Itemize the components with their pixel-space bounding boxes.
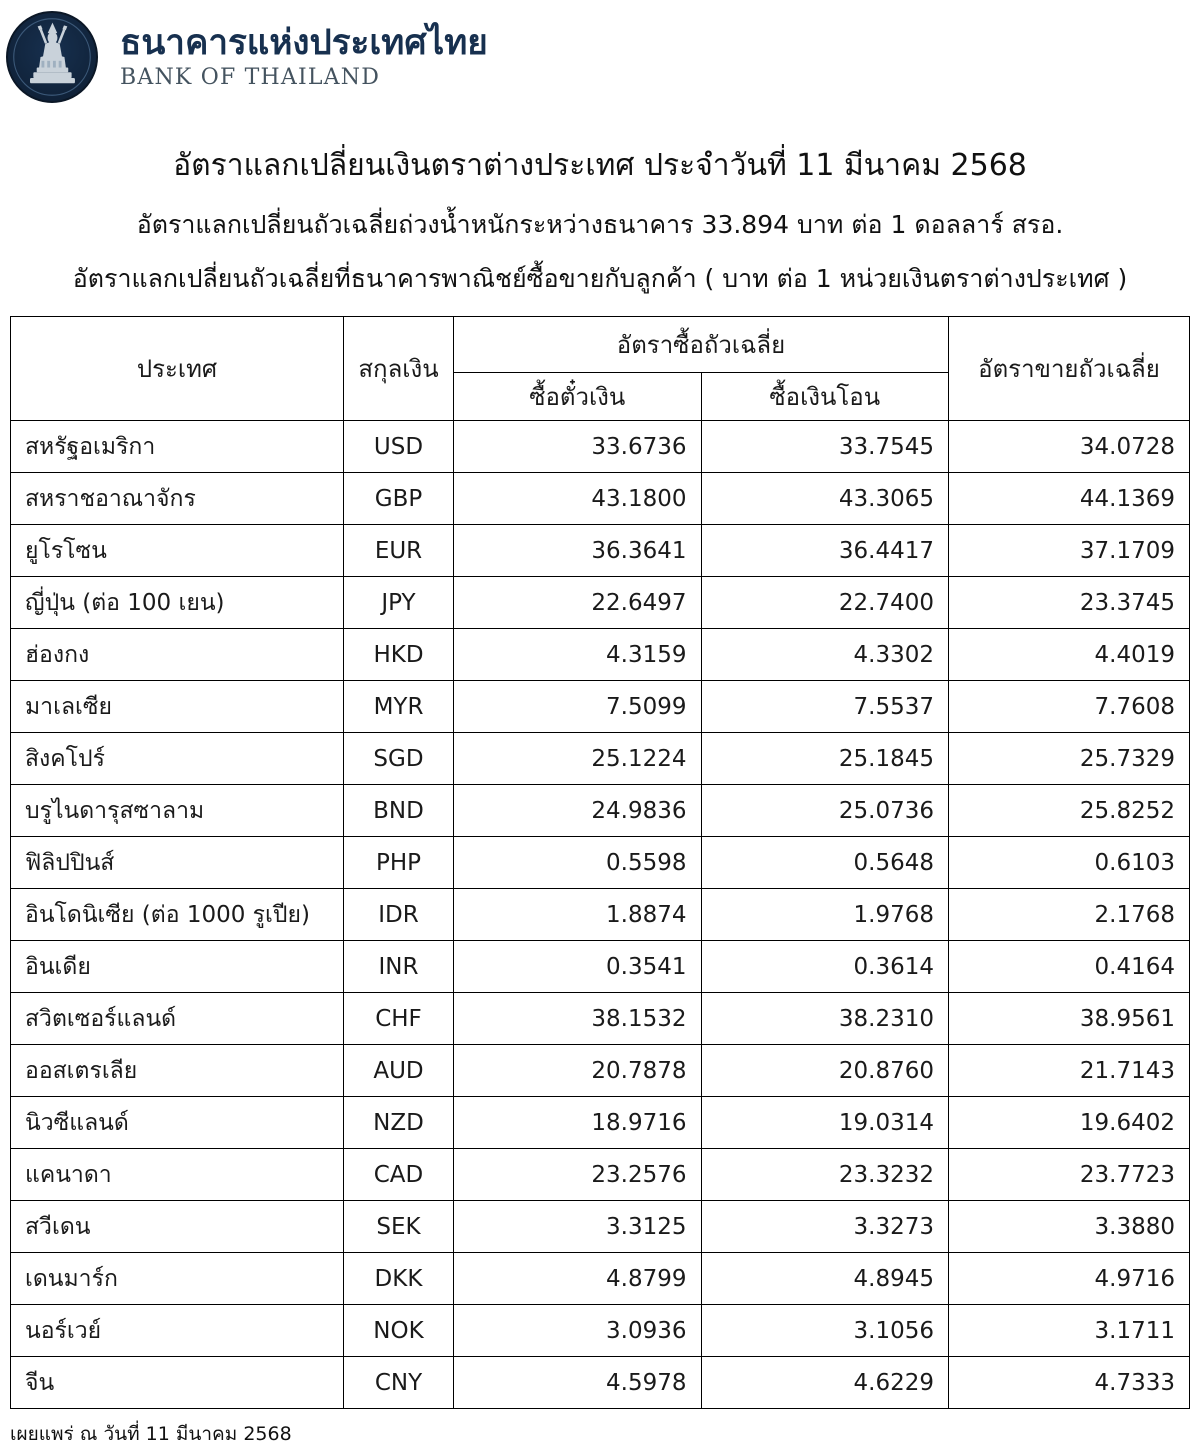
page-subtitle-interbank-rate: อัตราแลกเปลี่ยนถัวเฉลี่ยถ่วงน้ำหนักระหว่างธนาคาร 33.894 บาท ต่อ 1 ดอลลาร์ สรอ. bbox=[136, 210, 1064, 239]
cell-currency-code: NZD bbox=[344, 1097, 454, 1149]
cell-buying-transfer: 22.7400 bbox=[701, 577, 949, 629]
cell-country: อินโดนิเซีย (ต่อ 1000 รูเปีย) bbox=[11, 889, 344, 941]
table-row bbox=[11, 1305, 1190, 1357]
cell-buying-transfer: 4.6229 bbox=[701, 1357, 949, 1409]
table-row bbox=[11, 733, 1190, 785]
cell-selling: 21.7143 bbox=[949, 1045, 1190, 1097]
cell-selling: 23.7723 bbox=[949, 1149, 1190, 1201]
cell-selling: 44.1369 bbox=[949, 473, 1190, 525]
page-titles bbox=[0, 108, 1200, 299]
cell-buying-sight-bill: 18.9716 bbox=[454, 1097, 702, 1149]
cell-currency-code: SEK bbox=[344, 1201, 454, 1253]
table-header bbox=[11, 317, 1190, 421]
cell-buying-transfer: 1.9768 bbox=[701, 889, 949, 941]
cell-currency-code: CHF bbox=[344, 993, 454, 1045]
cell-selling: 0.4164 bbox=[949, 941, 1190, 993]
page-header bbox=[0, 0, 1200, 108]
cell-buying-sight-bill: 7.5099 bbox=[454, 681, 702, 733]
cell-selling: 37.1709 bbox=[949, 525, 1190, 577]
brand-name-english: BANK OF THAILAND bbox=[120, 64, 381, 90]
cell-currency-code: SGD bbox=[344, 733, 454, 785]
cell-country: มาเลเซีย bbox=[11, 681, 344, 733]
cell-buying-transfer: 20.8760 bbox=[701, 1045, 949, 1097]
column-header-buying-group: อัตราซื้อถัวเฉลี่ย bbox=[454, 317, 949, 373]
cell-currency-code: AUD bbox=[344, 1045, 454, 1097]
cell-buying-sight-bill: 1.8874 bbox=[454, 889, 702, 941]
column-header-currency: สกุลเงิน bbox=[344, 317, 454, 421]
cell-buying-transfer: 25.1845 bbox=[701, 733, 949, 785]
cell-buying-sight-bill: 0.5598 bbox=[454, 837, 702, 889]
exchange-rate-table bbox=[10, 316, 1190, 1409]
cell-buying-transfer: 36.4417 bbox=[701, 525, 949, 577]
cell-selling: 2.1768 bbox=[949, 889, 1190, 941]
page-title: อัตราแลกเปลี่ยนเงินตราต่างประเทศ ประจำวันที่ 11 มีนาคม 2568 bbox=[173, 148, 1027, 183]
cell-buying-transfer: 3.3273 bbox=[701, 1201, 949, 1253]
cell-country: จีน bbox=[11, 1357, 344, 1409]
cell-currency-code: EUR bbox=[344, 525, 454, 577]
cell-buying-transfer: 33.7545 bbox=[701, 421, 949, 473]
column-header-buying-sight-bill: ซื้อตั๋วเงิน bbox=[454, 373, 702, 421]
cell-country: สิงคโปร์ bbox=[11, 733, 344, 785]
table-row bbox=[11, 1201, 1190, 1253]
cell-currency-code: NOK bbox=[344, 1305, 454, 1357]
cell-country: ฟิลิปปินส์ bbox=[11, 837, 344, 889]
cell-buying-transfer: 25.0736 bbox=[701, 785, 949, 837]
cell-country: สหราชอาณาจักร bbox=[11, 473, 344, 525]
cell-currency-code: MYR bbox=[344, 681, 454, 733]
cell-country: นิวซีแลนด์ bbox=[11, 1097, 344, 1149]
cell-buying-transfer: 19.0314 bbox=[701, 1097, 949, 1149]
cell-buying-transfer: 0.5648 bbox=[701, 837, 949, 889]
cell-buying-sight-bill: 3.0936 bbox=[454, 1305, 702, 1357]
publication-date: เผยแพร่ ณ วันที่ 11 มีนาคม 2568 bbox=[10, 1423, 292, 1445]
page-subtitle-commercial-rate: อัตราแลกเปลี่ยนถัวเฉลี่ยที่ธนาคารพาณิชย์ซื้อขายกับลูกค้า ( บาท ต่อ 1 หน่วยเงินตราต่างประเทศ ) bbox=[72, 264, 1128, 293]
cell-buying-sight-bill: 3.3125 bbox=[454, 1201, 702, 1253]
table-row bbox=[11, 1097, 1190, 1149]
column-header-country: ประเทศ bbox=[11, 317, 344, 421]
brand-wordmark bbox=[120, 25, 488, 89]
cell-buying-transfer: 23.3232 bbox=[701, 1149, 949, 1201]
cell-country: เดนมาร์ก bbox=[11, 1253, 344, 1305]
cell-buying-sight-bill: 33.6736 bbox=[454, 421, 702, 473]
cell-selling: 34.0728 bbox=[949, 421, 1190, 473]
cell-buying-sight-bill: 23.2576 bbox=[454, 1149, 702, 1201]
cell-currency-code: BND bbox=[344, 785, 454, 837]
table-row bbox=[11, 837, 1190, 889]
cell-buying-sight-bill: 4.5978 bbox=[454, 1357, 702, 1409]
cell-buying-sight-bill: 25.1224 bbox=[454, 733, 702, 785]
table-body bbox=[11, 421, 1190, 1409]
cell-country: บรูไนดารุสซาลาม bbox=[11, 785, 344, 837]
cell-selling: 7.7608 bbox=[949, 681, 1190, 733]
table-row bbox=[11, 421, 1190, 473]
cell-buying-transfer: 4.3302 bbox=[701, 629, 949, 681]
cell-buying-sight-bill: 38.1532 bbox=[454, 993, 702, 1045]
cell-currency-code: DKK bbox=[344, 1253, 454, 1305]
table-row bbox=[11, 1045, 1190, 1097]
table-row bbox=[11, 577, 1190, 629]
cell-selling: 3.1711 bbox=[949, 1305, 1190, 1357]
cell-country: ฮ่องกง bbox=[11, 629, 344, 681]
table-row bbox=[11, 525, 1190, 577]
cell-country: ญี่ปุ่น (ต่อ 100 เยน) bbox=[11, 577, 344, 629]
cell-country: สวิตเซอร์แลนด์ bbox=[11, 993, 344, 1045]
brand-name-thai: ธนาคารแห่งประเทศไทย bbox=[120, 23, 488, 64]
cell-selling: 3.3880 bbox=[949, 1201, 1190, 1253]
cell-selling: 0.6103 bbox=[949, 837, 1190, 889]
cell-selling: 4.9716 bbox=[949, 1253, 1190, 1305]
cell-country: แคนาดา bbox=[11, 1149, 344, 1201]
cell-currency-code: USD bbox=[344, 421, 454, 473]
cell-selling: 4.4019 bbox=[949, 629, 1190, 681]
cell-currency-code: CAD bbox=[344, 1149, 454, 1201]
cell-country: ออสเตรเลีย bbox=[11, 1045, 344, 1097]
cell-buying-transfer: 7.5537 bbox=[701, 681, 949, 733]
cell-buying-sight-bill: 20.7878 bbox=[454, 1045, 702, 1097]
cell-buying-sight-bill: 24.9836 bbox=[454, 785, 702, 837]
cell-currency-code: IDR bbox=[344, 889, 454, 941]
table-row bbox=[11, 785, 1190, 837]
cell-buying-transfer: 0.3614 bbox=[701, 941, 949, 993]
cell-buying-sight-bill: 36.3641 bbox=[454, 525, 702, 577]
cell-currency-code: JPY bbox=[344, 577, 454, 629]
cell-country: สหรัฐอเมริกา bbox=[11, 421, 344, 473]
bank-of-thailand-seal-icon bbox=[6, 11, 98, 103]
cell-selling: 4.7333 bbox=[949, 1357, 1190, 1409]
column-header-buying-transfer: ซื้อเงินโอน bbox=[701, 373, 949, 421]
cell-buying-transfer: 43.3065 bbox=[701, 473, 949, 525]
table-row bbox=[11, 1357, 1190, 1409]
cell-buying-sight-bill: 4.8799 bbox=[454, 1253, 702, 1305]
table-row bbox=[11, 629, 1190, 681]
cell-currency-code: INR bbox=[344, 941, 454, 993]
cell-country: นอร์เวย์ bbox=[11, 1305, 344, 1357]
cell-buying-transfer: 4.8945 bbox=[701, 1253, 949, 1305]
table-row bbox=[11, 941, 1190, 993]
table-row bbox=[11, 1149, 1190, 1201]
cell-selling: 23.3745 bbox=[949, 577, 1190, 629]
cell-buying-transfer: 3.1056 bbox=[701, 1305, 949, 1357]
cell-currency-code: CNY bbox=[344, 1357, 454, 1409]
cell-buying-transfer: 38.2310 bbox=[701, 993, 949, 1045]
cell-selling: 38.9561 bbox=[949, 993, 1190, 1045]
cell-selling: 19.6402 bbox=[949, 1097, 1190, 1149]
cell-buying-sight-bill: 43.1800 bbox=[454, 473, 702, 525]
table-row bbox=[11, 889, 1190, 941]
cell-currency-code: HKD bbox=[344, 629, 454, 681]
cell-country: สวีเดน bbox=[11, 1201, 344, 1253]
cell-selling: 25.8252 bbox=[949, 785, 1190, 837]
cell-country: อินเดีย bbox=[11, 941, 344, 993]
cell-country: ยูโรโซน bbox=[11, 525, 344, 577]
cell-currency-code: PHP bbox=[344, 837, 454, 889]
table-row bbox=[11, 681, 1190, 733]
cell-selling: 25.7329 bbox=[949, 733, 1190, 785]
column-header-selling: อัตราขายถัวเฉลี่ย bbox=[949, 317, 1190, 421]
exchange-rate-table-container bbox=[0, 299, 1200, 1409]
cell-buying-sight-bill: 22.6497 bbox=[454, 577, 702, 629]
cell-buying-sight-bill: 0.3541 bbox=[454, 941, 702, 993]
cell-currency-code: GBP bbox=[344, 473, 454, 525]
cell-buying-sight-bill: 4.3159 bbox=[454, 629, 702, 681]
table-row bbox=[11, 1253, 1190, 1305]
table-row bbox=[11, 473, 1190, 525]
table-row bbox=[11, 993, 1190, 1045]
